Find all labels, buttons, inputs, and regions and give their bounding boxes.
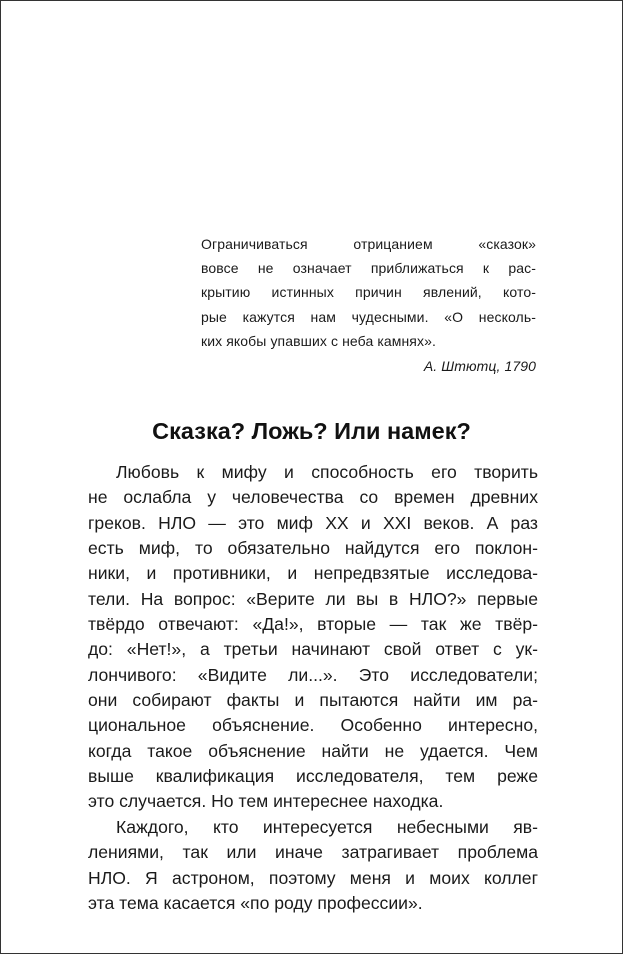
text-line: лончивого: «Видите ли...». Это исследователи; bbox=[88, 664, 538, 685]
text-line: выше квалификация исследователя, тем реже bbox=[88, 766, 538, 787]
text-line: ники, и противники, и непредвзятые исследова- bbox=[88, 563, 538, 584]
text-line: тели. На вопрос: «Верите ли вы в НЛО?» первые bbox=[88, 588, 538, 609]
section-heading: Сказка? Ложь? Или намек? bbox=[152, 418, 471, 444]
text-line: циональное объяснение. Особенно интересно, bbox=[88, 715, 538, 736]
text-line: лениями, так или иначе затрагивает проблема bbox=[88, 842, 538, 863]
text-line: есть миф, то обязательно найдутся его поклон- bbox=[88, 538, 538, 559]
text-line: Любовь к мифу и способность его творить bbox=[116, 462, 538, 482]
body-text bbox=[88, 460, 538, 916]
text-line: не ослабла у человечества со времен древних bbox=[88, 487, 538, 508]
text-line: они собирают факты и пытаются найти им ра- bbox=[88, 690, 538, 711]
paragraph bbox=[88, 815, 538, 916]
text-line: когда такое объяснение найти не удается. Чем bbox=[88, 740, 538, 761]
text-line: это случается. Но тем интереснее находка. bbox=[88, 791, 444, 812]
epigraph-line: рые кажутся нам чудесными. «О несколь- bbox=[201, 308, 536, 325]
text-line: эта тема касается «по роду профессии». bbox=[88, 892, 423, 913]
epigraph-line: ких якобы упавших с неба камнях». bbox=[201, 332, 436, 349]
text-line: НЛО. Я астроном, поэтому меня и моих коллег bbox=[88, 867, 538, 888]
text-line: до: «Нет!», а третьи начинают свой ответ с ук- bbox=[88, 639, 538, 660]
text-line: Каждого, кто интересуется небесными яв- bbox=[116, 816, 538, 837]
text-line: греков. НЛО — это миф XX и XXI веков. А раз bbox=[88, 512, 538, 533]
text-line: твёрдо отвечают: «Да!», вторые — так же твёр- bbox=[88, 614, 538, 635]
epigraph bbox=[201, 232, 536, 378]
epigraph-line: вовсе не означает приближаться к рас- bbox=[201, 260, 536, 277]
epigraph-source: А. Штютц, 1790 bbox=[423, 357, 536, 374]
paragraph bbox=[88, 460, 538, 815]
epigraph-line: крытию истинных причин явлений, кото- bbox=[201, 284, 536, 301]
epigraph-line: Ограничиваться отрицанием «сказок» bbox=[201, 236, 536, 252]
